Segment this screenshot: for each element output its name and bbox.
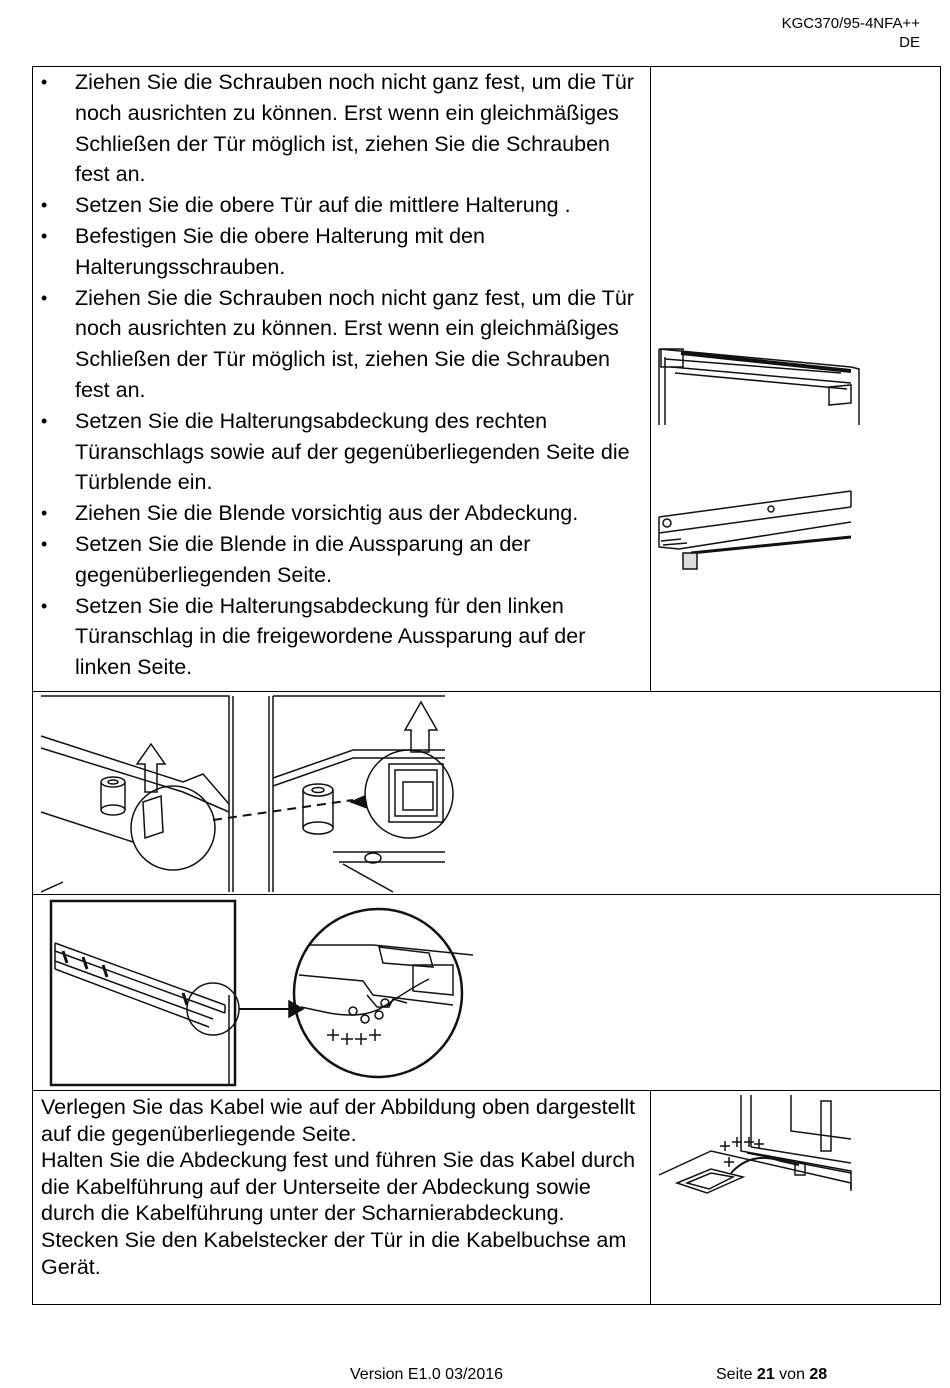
model-number: KGC370/95-4NFA++ — [781, 15, 920, 32]
footer-page-number — [716, 1366, 827, 1384]
row-cable-instructions — [33, 1091, 941, 1305]
list-item: • Setzen Sie die Halterungsabdeckung des rechten Türanschlags sowie auf der gegenüberliegenden Seite die Türblende ein. — [33, 406, 650, 498]
instruction-table — [32, 66, 941, 1305]
paragraph: Verlegen Sie das Kabel wie auf der Abbildung oben dargestellt auf die gegenüberliegende Seite. — [41, 1095, 636, 1146]
image-cell — [651, 1091, 941, 1305]
instruction-list — [33, 67, 650, 687]
list-item: • Ziehen Sie die Blende vorsichtig aus der Abdeckung. — [33, 498, 650, 529]
cable-socket-illustration — [651, 1091, 939, 1301]
list-item: • Befestigen Sie die obere Halterung mit den Halterungsschrauben. — [33, 221, 650, 283]
page-header — [782, 14, 920, 52]
paragraph: Halten Sie die Abdeckung fest und führen Sie das Kabel durch die Kabelführung auf der Unterseite der Abdeckung sowie durch die Kabelführung unter der Scharnierabdeckung. — [41, 1148, 636, 1226]
page-total: 28 — [809, 1366, 828, 1383]
page-current: 21 — [756, 1366, 775, 1383]
row-cover-illustration — [33, 692, 941, 895]
page-mid: von — [774, 1366, 810, 1383]
cover-swap-illustration — [33, 692, 939, 894]
text-cell — [33, 1091, 651, 1305]
cable-instructions — [33, 1091, 650, 1284]
image-cell — [33, 692, 941, 895]
language-code: DE — [899, 34, 920, 51]
list-item: • Setzen Sie die Halterungsabdeckung für den linken Türanschlag in die freigewordene Aussparung auf der linken Seite. — [33, 591, 650, 683]
image-cell — [33, 895, 941, 1091]
bullet-cell — [33, 67, 651, 692]
paragraph: Stecken Sie den Kabelstecker der Tür in die Kabelbuchse am Gerät. — [41, 1227, 627, 1279]
list-item: • Ziehen Sie die Schrauben noch nicht ganz fest, um die Tür noch ausrichten zu können. Erst wenn ein gleichmäßiges Schließen der Tür möglich ist, ziehen Sie die Schrauben fest an. — [33, 283, 650, 406]
page-prefix: Seite — [716, 1366, 757, 1383]
image-cell — [651, 67, 941, 692]
row-door-mounting — [33, 67, 941, 692]
footer-version: Version E1.0 03/2016 — [350, 1366, 504, 1383]
list-item: • Setzen Sie die obere Tür auf die mittlere Halterung . — [33, 190, 650, 221]
cable-routing-illustration — [33, 895, 939, 1089]
hinge-cover-illustration — [651, 67, 939, 687]
row-cable-illustration — [33, 895, 941, 1091]
list-item: • Setzen Sie die Blende in die Aussparung an der gegenüberliegenden Seite. — [33, 529, 650, 591]
list-item: • Ziehen Sie die Schrauben noch nicht ganz fest, um die Tür noch ausrichten zu können. Erst wenn ein gleichmäßiges Schließen der Tür möglich ist, ziehen Sie die Schrauben fest an. — [33, 67, 650, 190]
